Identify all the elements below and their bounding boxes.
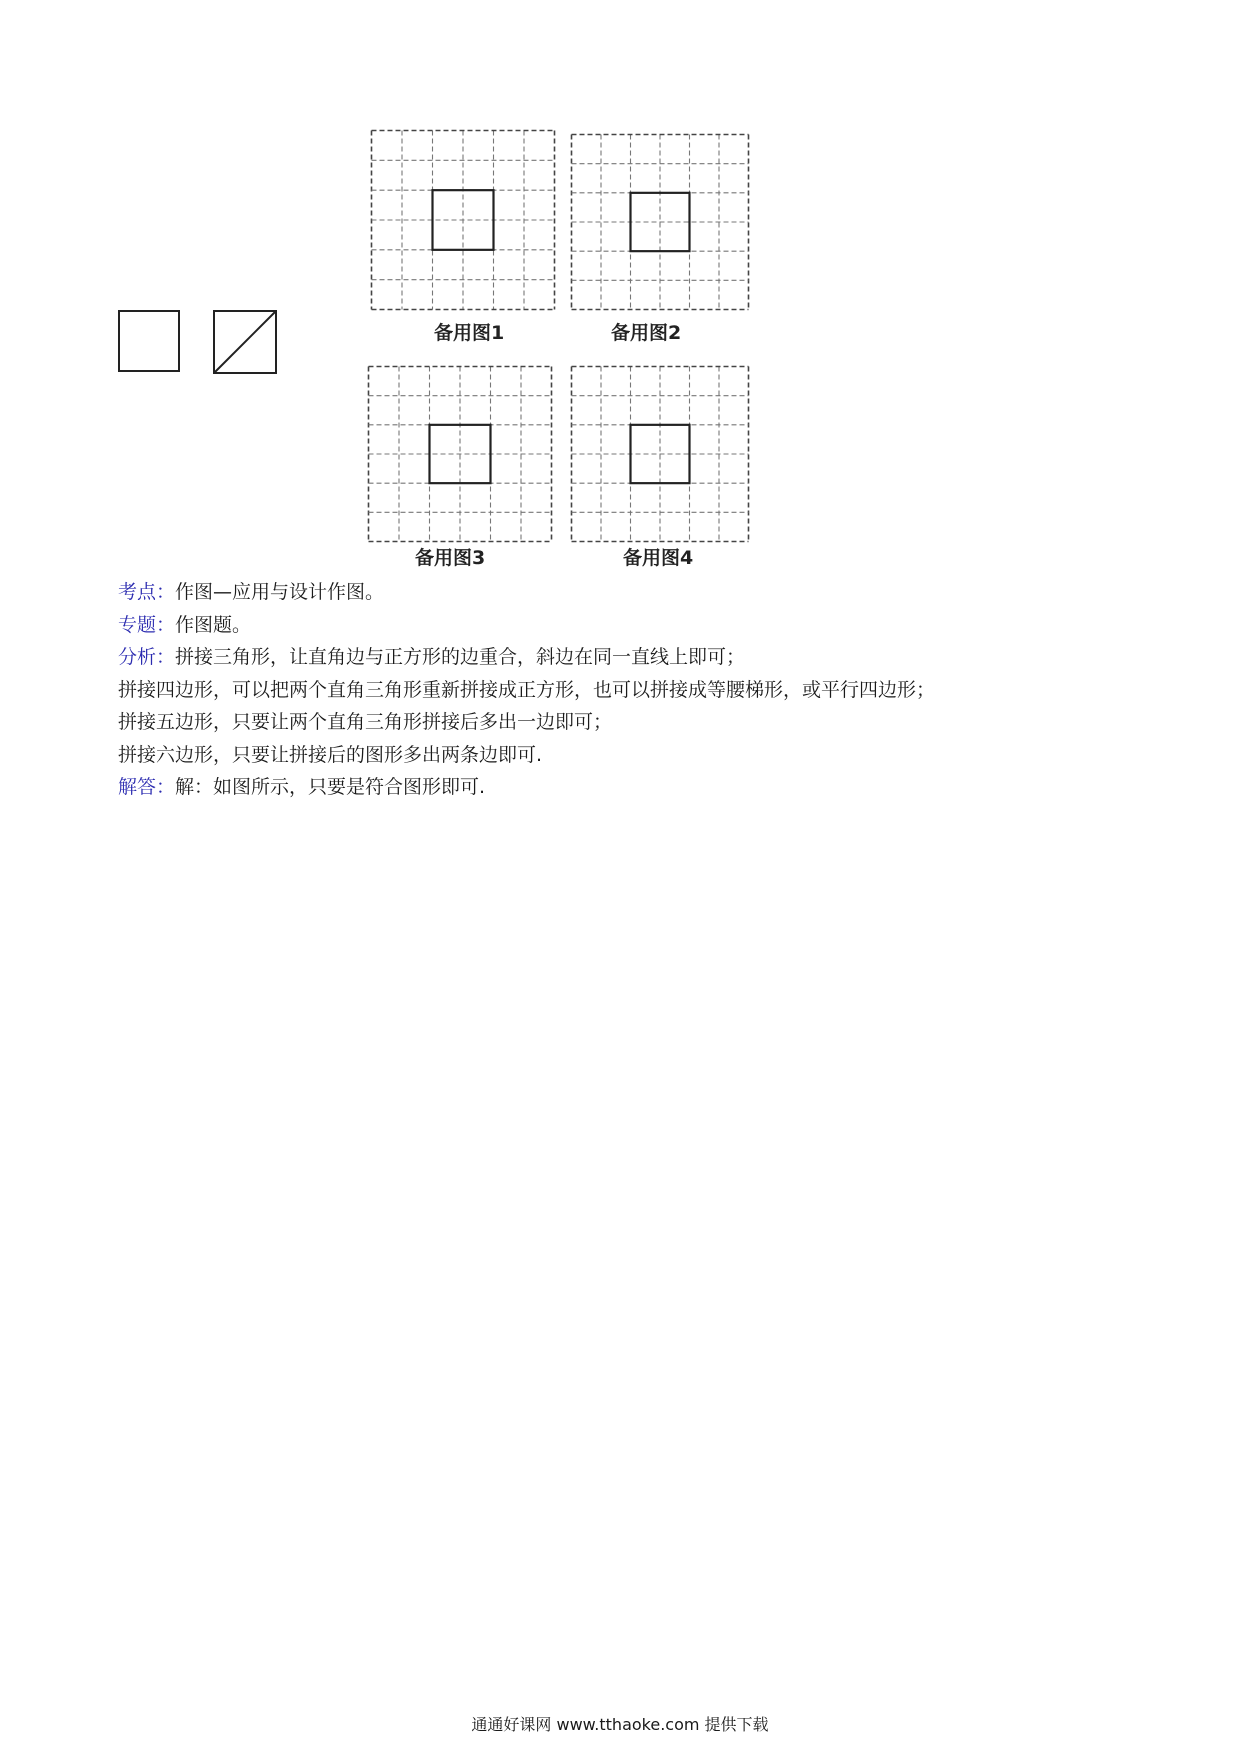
- kaodian-label: 考点：: [118, 581, 176, 603]
- diagonal-square-shape: [213, 310, 277, 374]
- figure-caption-4: 备用图4: [623, 547, 694, 569]
- kaodian-line: [118, 576, 1118, 609]
- grid-figure-4: [570, 365, 750, 543]
- analysis-section: [118, 576, 1118, 804]
- footer-text: 通通好课网 www.tthaoke.com 提供下载: [471, 1715, 769, 1734]
- fenxi-text-4: 拼接六边形，只要让拼接后的图形多出两条边即可.: [118, 743, 543, 766]
- fenxi-line-4: [118, 739, 1118, 772]
- square-shape: [118, 310, 180, 372]
- zhuanti-text: 作图题。: [175, 613, 252, 636]
- fenxi-line-3: [118, 706, 1118, 739]
- figure-caption-3: 备用图3: [415, 547, 486, 569]
- grid-figure-3-svg: [367, 365, 553, 543]
- figure-caption-2: 备用图2: [611, 322, 682, 344]
- fenxi-line-1: [118, 641, 1118, 674]
- diagonal-square-icon: [213, 310, 277, 374]
- grid-figure-1-svg: [370, 129, 556, 311]
- grid-figure-3: [367, 365, 553, 543]
- grid-figure-2: [570, 133, 750, 311]
- kaodian-text: 作图—应用与设计作图。: [175, 581, 385, 603]
- fenxi-text-1: 拼接三角形，让直角边与正方形的边重合，斜边在同一直线上即可；: [175, 646, 746, 668]
- jieda-line: [118, 771, 1118, 804]
- grid-figure-1: [370, 129, 556, 311]
- grid-figure-4-svg: [570, 365, 750, 543]
- figure-caption-1: 备用图1: [434, 322, 505, 344]
- fenxi-label: 分析：: [118, 646, 176, 668]
- jieda-text: 解：如图所示，只要是符合图形即可.: [175, 776, 486, 798]
- jieda-label: 解答：: [118, 776, 176, 798]
- zhuanti-label: 专题：: [118, 613, 176, 636]
- fenxi-line-2: [118, 674, 1118, 707]
- zhuanti-line: [118, 609, 1118, 642]
- fenxi-text-2: 拼接四边形，可以把两个直角三角形重新拼接成正方形，也可以拼接成等腰梯形，或平行四边形；: [118, 678, 936, 701]
- fenxi-text-3: 拼接五边形，只要让两个直角三角形拼接后多出一边即可；: [118, 711, 613, 733]
- grid-figure-2-svg: [570, 133, 750, 311]
